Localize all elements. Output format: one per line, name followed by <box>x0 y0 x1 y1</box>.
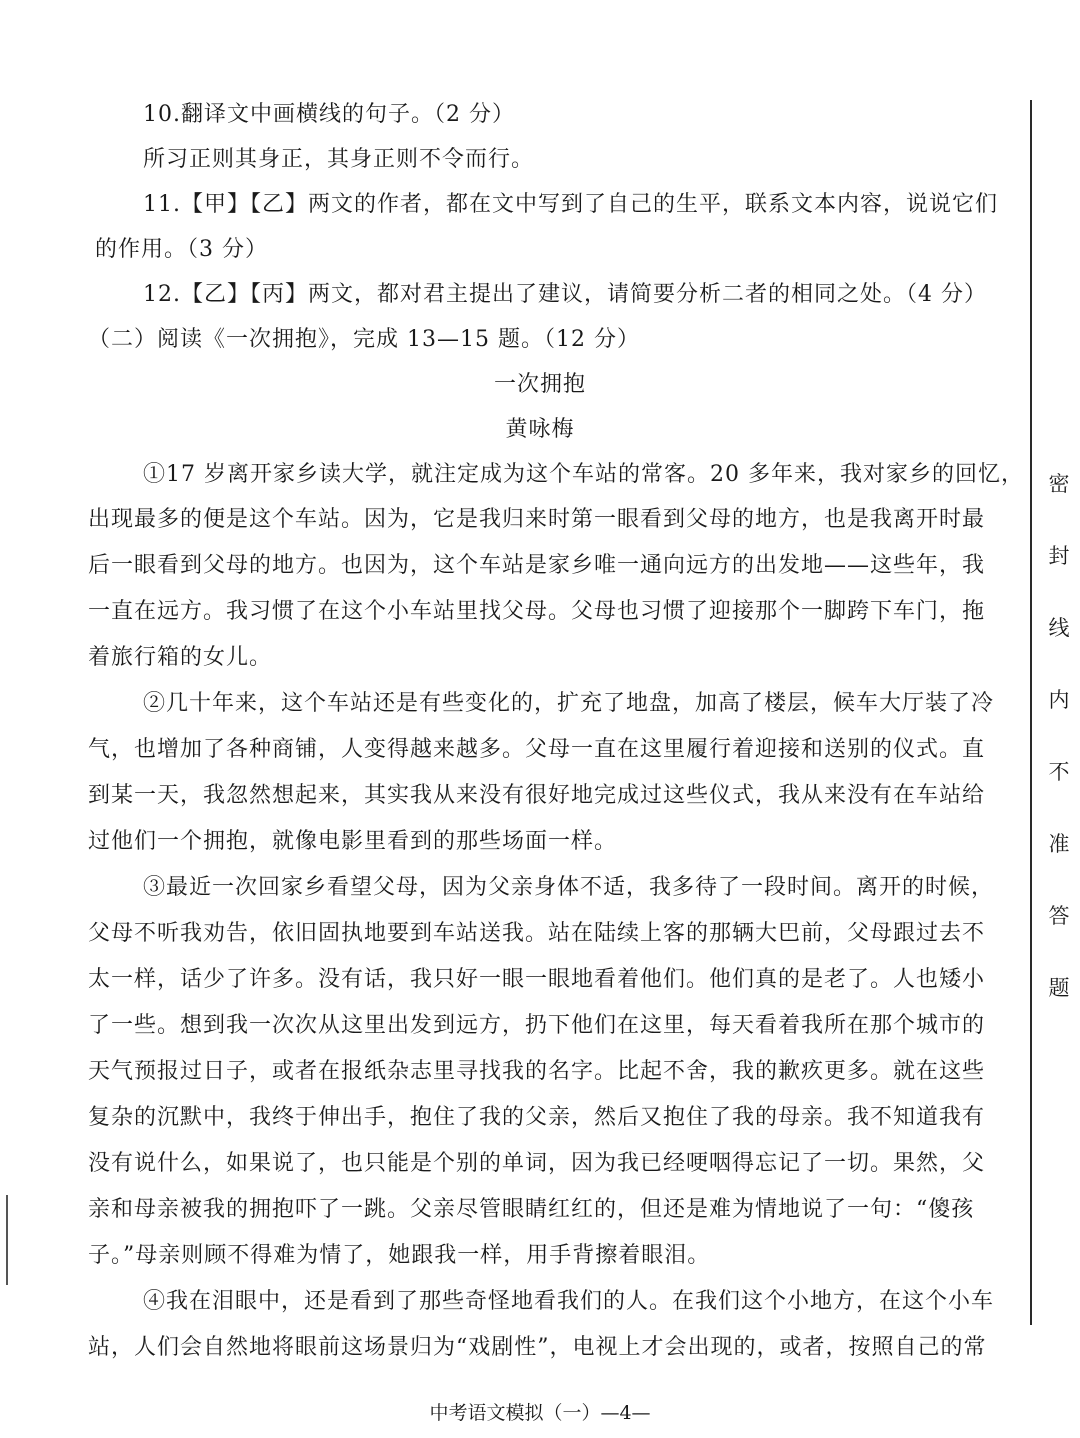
article-line: ①17 岁离开家乡读大学，就注定成为这个车站的常客。20 多年来，我对家乡的回忆， <box>143 462 1024 487</box>
seal-char: 不 <box>1048 760 1070 784</box>
article-line: 着旅行箱的女儿。 <box>88 645 273 670</box>
section-2-heading: （二）阅读《一次拥抱》，完成 13—15 题。（12 分） <box>88 327 640 352</box>
article-line: 出现最多的便是这个车站。因为，它是我归来时第一眼看到父母的地方，也是我离开时最 <box>88 507 986 532</box>
seal-char: 线 <box>1048 616 1070 640</box>
article-line: 站，人们会自然地将眼前这场景归为“戏剧性”，电视上才会出现的，或者，按照自己的常 <box>88 1335 987 1360</box>
question-10-sentence: 所习正则其身正，其身正则不令而行。 <box>143 147 535 172</box>
seal-char: 答 <box>1048 904 1070 928</box>
question-11-line-1: 11.【甲】【乙】两文的作者，都在文中写到了自己的生平，联系文本内容，说说它们 <box>143 192 998 217</box>
article-line: 复杂的沉默中，我终于伸出手，抱住了我的父亲，然后又抱住了我的母亲。我不知道我有 <box>88 1105 986 1130</box>
article-line: 子。”母亲则顾不得难为情了，她跟我一样，用手背擦着眼泪。 <box>88 1243 711 1268</box>
seal-char: 封 <box>1048 544 1070 568</box>
article-line: 父母不听我劝告，依旧固执地要到车站送我。站在陆续上客的那辆大巴前，父母跟过去不 <box>88 921 986 946</box>
article-line: 一直在远方。我习惯了在这个小车站里找父母。父母也习惯了迎接那个一脚跨下车门，拖 <box>88 599 986 624</box>
article-line: 后一眼看到父母的地方。也因为，这个车站是家乡唯一通向远方的出发地——这些年，我 <box>88 553 986 578</box>
question-11-line-2: 的作用。（3 分） <box>95 237 268 262</box>
article-line: 过他们一个拥抱，就像电影里看到的那些场面一样。 <box>88 829 618 854</box>
article-author: 黄咏梅 <box>505 417 575 442</box>
article-line: 天气预报过日子，或者在报纸杂志里寻找我的名字。比起不舍，我的歉疚更多。就在这些 <box>88 1059 986 1084</box>
seal-line-rule <box>1030 100 1032 1325</box>
seal-char: 密 <box>1048 472 1070 496</box>
article-line: 气，也增加了各种商铺，人变得越来越多。父母一直在这里履行着迎接和送别的仪式。直 <box>88 737 986 762</box>
article-line: 了一些。想到我一次次从这里出发到远方，扔下他们在这里，每天看着我所在那个城市的 <box>88 1013 986 1038</box>
article-title: 一次拥抱 <box>493 372 586 397</box>
article-line: 没有说什么，如果说了，也只能是个别的单词，因为我已经哽咽得忘记了一切。果然，父 <box>88 1151 986 1176</box>
question-12: 12.【乙】【丙】两文，都对君主提出了建议，请简要分析二者的相同之处。（4 分） <box>143 282 987 307</box>
page-footer: 中考语文模拟（一）—4— <box>429 1402 651 1424</box>
article-line: ④我在泪眼中，还是看到了那些奇怪地看我们的人。在我们这个小地方，在这个小车 <box>143 1289 995 1314</box>
seal-char: 准 <box>1048 832 1070 856</box>
seal-line-text <box>1045 470 1073 1046</box>
question-10: 10.翻译文中画横线的句子。（2 分） <box>143 102 515 127</box>
seal-char: 题 <box>1048 976 1070 1000</box>
article-line: 到某一天，我忽然想起来，其实我从来没有很好地完成过这些仪式，我从来没有在车站给 <box>88 783 986 808</box>
article-line: 太一样，话少了许多。没有话，我只好一眼一眼地看着他们。他们真的是老了。人也矮小 <box>88 967 986 992</box>
article-line: ③最近一次回家乡看望父母，因为父亲身体不适，我多待了一段时间。离开的时候， <box>143 875 995 900</box>
seal-char: 内 <box>1048 688 1070 712</box>
article-line: ②几十年来，这个车站还是有些变化的，扩充了地盘，加高了楼层，候车大厅装了冷 <box>143 691 995 716</box>
left-margin-mark <box>6 1195 8 1285</box>
article-line: 亲和母亲被我的拥抱吓了一跳。父亲尽管眼睛红红的，但还是难为情地说了一句：“傻孩 <box>88 1197 975 1222</box>
